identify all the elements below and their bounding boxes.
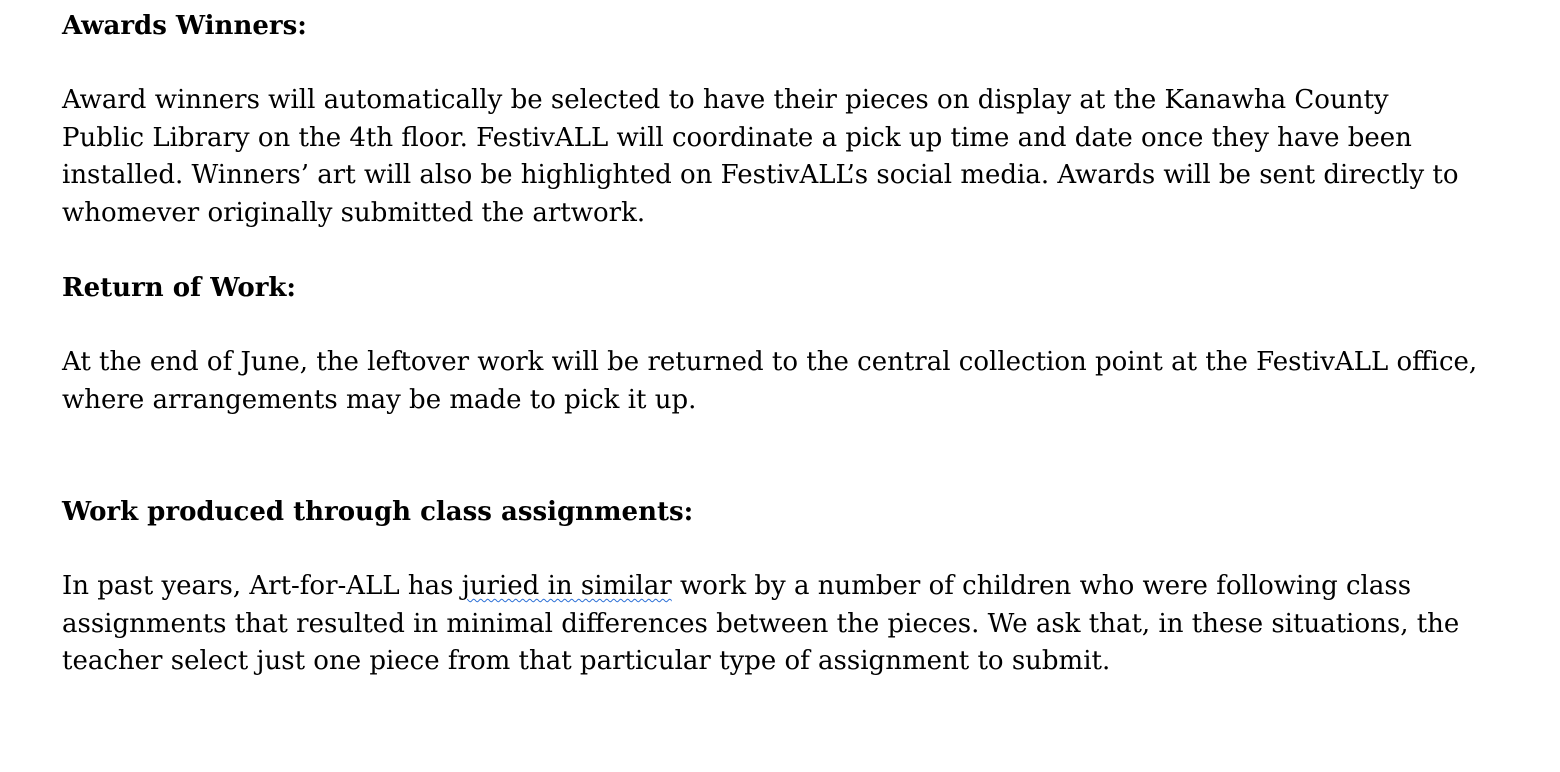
text-line: teacher select just one piece from that particular type of assignment to submit.: [62, 646, 1111, 676]
grammar-flagged-phrase[interactable]: juried in similar: [461, 571, 672, 601]
text-fragment: In past years, Art-for-ALL has: [62, 571, 462, 601]
text-line: [62, 568, 1522, 606]
paragraph-awards-winners: [62, 82, 1522, 232]
text-fragment: work by a number of children who were following class: [671, 571, 1412, 601]
text-line: Award winners will automatically be selected to have their pieces on display at the Kanawha County: [62, 85, 1389, 115]
paragraph-return-of-work: [62, 344, 1522, 419]
heading-return-of-work: Return of Work:: [62, 273, 297, 303]
text-line: Public Library on the 4th floor. FestivALL will coordinate a pick up time and date once they have been: [62, 122, 1412, 153]
text-line: installed. Winners’ art will also be highlighted on FestivALL’s social media. Awards will be sent directly to: [62, 160, 1459, 190]
paragraph-class-assignments: [62, 568, 1522, 681]
text-line: At the end of June, the leftover work will be returned to the central collection point at the FestivALL office,: [62, 347, 1478, 377]
heading-class-assignments: Work produced through class assignments:: [62, 497, 694, 527]
text-line: whomever originally submitted the artwork.: [62, 197, 646, 228]
text-line: assignments that resulted in minimal differences between the pieces. We ask that, in these situations, the: [62, 608, 1460, 639]
text-line: where arrangements may be made to pick it up.: [62, 384, 697, 415]
heading-awards-winners: Awards Winners:: [62, 11, 307, 41]
